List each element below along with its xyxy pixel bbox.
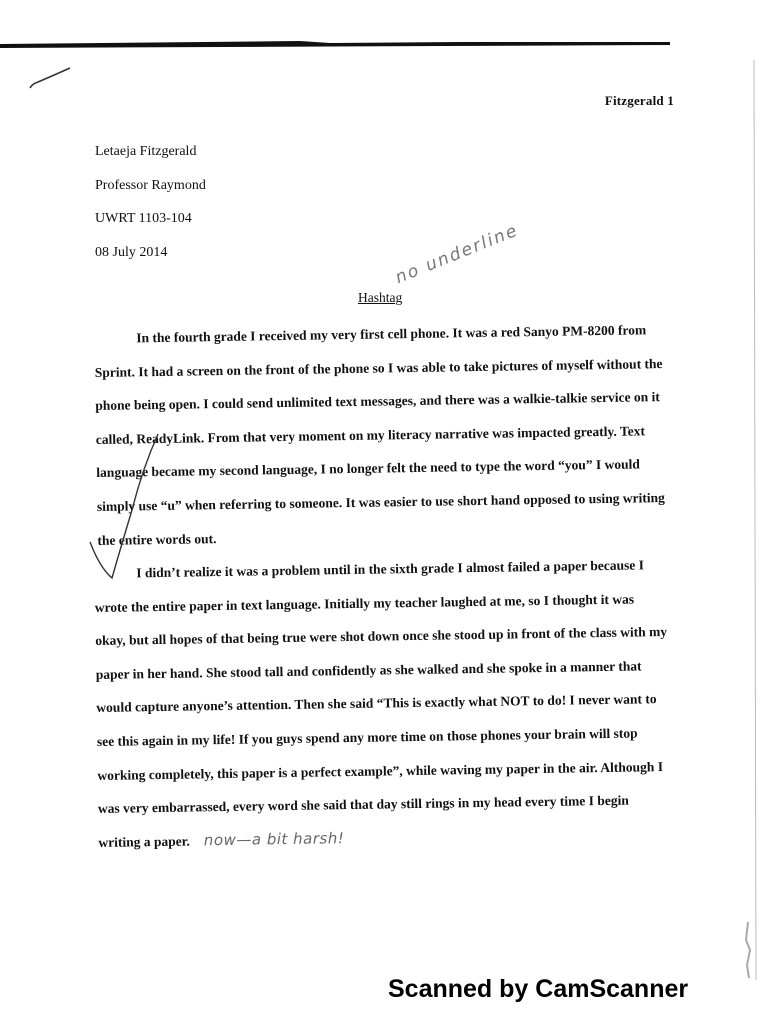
paragraph-1 xyxy=(94,313,670,557)
body-handwritten-note: now—a bit harsh! xyxy=(203,828,345,850)
essay-title: Hashtag xyxy=(358,290,403,305)
paragraph-2-text: I didn’t realize it was a problem until in the sixth grade I almost failed a paper because I wrote the entire paper in text language. Initially my teacher laughed at me, so I thought it was okay, but all hopes of that being true were shot down once she stood up in front of the class with my paper in her hand. She stood tall and confidently as she walked and she spoke in a manner that would capture anyone’s attention. Then she said “This is exactly what NOT to do! I never want to see this again in my life! If you guys spend any more time on those phones your brain will stop working completely, this paper is a perfect example”, while waving my paper in the air. Although I was very embarrassed, every word she said that day still rings in my head every time I begin writing a paper. xyxy=(94,557,668,850)
essay-date: 08 July 2014 xyxy=(95,244,168,260)
title-handwritten-note: no underline xyxy=(392,220,522,288)
author-name: Letaeja Fitzgerald xyxy=(95,144,197,159)
pen-tick-icon xyxy=(28,64,74,94)
professor-name: Professor Raymond xyxy=(95,177,206,193)
scan-top-edge xyxy=(0,40,768,52)
paragraph-2 xyxy=(94,548,671,859)
page-right-edge xyxy=(752,60,758,980)
running-head: Fitzgerald 1 xyxy=(604,93,674,108)
course-code: UWRT 1103-104 xyxy=(95,211,192,226)
scanner-watermark: Scanned by CamScanner xyxy=(388,975,689,1003)
margin-mark xyxy=(738,920,758,980)
paragraph-1-text: In the fourth grade I received my very first cell phone. It was a red Sanyo PM-8200 from Sprint. It had a screen on the front of the phone so I was able to take pictures of myself without the phone being open. I could send unlimited text messages, and there was a walkie-talkie service on it called, ReadyLink. From that very moment on my literacy narrative was impacted greatly. Text language became my second language, I no longer felt the need to type the word “you” I would simply use “u” when referring to someone. It was easier to use short hand opposed to using writing the entire words out. xyxy=(94,322,665,548)
essay-heading xyxy=(95,142,206,276)
